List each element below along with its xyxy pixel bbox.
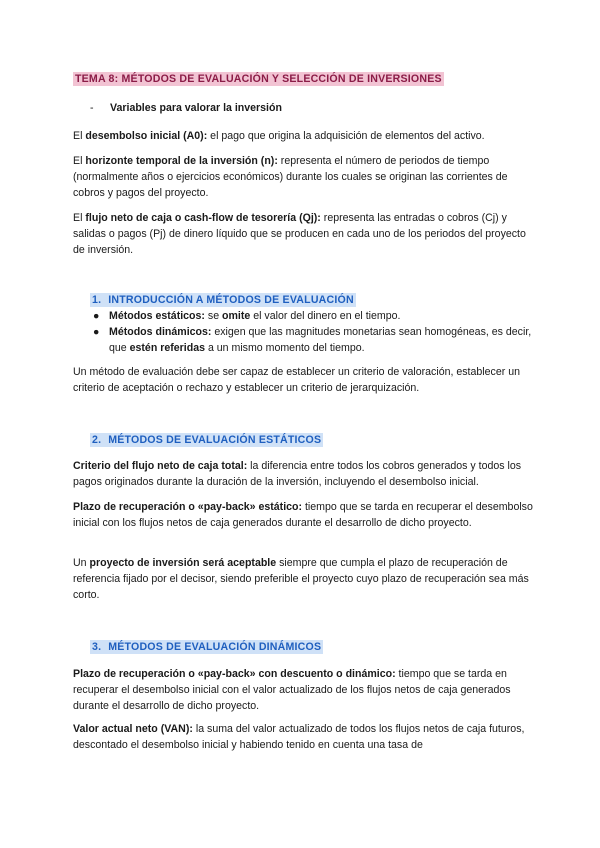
section-title: MÉTODOS DE EVALUACIÓN DINÁMICOS <box>108 641 322 653</box>
section-number: 3. <box>92 641 102 653</box>
section-heading-2 <box>90 432 323 448</box>
text: siempre que cumpla el plazo de recuperación de referencia fijado por el decisor, siendo preferible el proyecto cuyo plazo de recuperación sea más corto. <box>73 557 529 601</box>
text: El <box>73 130 86 142</box>
term: Valor actual neto (VAN): <box>73 723 193 735</box>
text: El <box>73 212 86 224</box>
section-number: 2. <box>92 434 102 446</box>
text: Un <box>73 557 90 569</box>
dash-marker: - <box>90 102 94 114</box>
subheading-text: Variables para valorar la inversión <box>110 102 282 114</box>
term: estén referidas <box>129 342 205 354</box>
text: el pago que origina la adquisición de elementos del activo. <box>207 130 485 142</box>
section-title: MÉTODOS DE EVALUACIÓN ESTÁTICOS <box>108 434 322 446</box>
text: exigen que las magnitudes monetarias sean homogéneas, es decir, que <box>109 326 532 354</box>
paragraph-payback-dinamico <box>73 666 533 714</box>
paragraph-desembolso <box>73 128 533 144</box>
text: representa las entradas o cobros (Cj) y salidas o pagos (Pj) de dinero líquido que se producen en cada uno de los periodos del proyecto de inversión. <box>73 212 526 256</box>
paragraph-payback-estatico <box>73 499 533 531</box>
section-number: 1. <box>92 294 102 306</box>
term: Plazo de recuperación o «pay-back» estático: <box>73 501 303 513</box>
subheading <box>90 100 282 116</box>
paragraph-metodo-evaluacion <box>73 364 533 396</box>
section-heading-3 <box>90 639 323 655</box>
text: representa el número de periodos de tiempo (normalmente años o ejercicios económicos) durante los cuales se originan las corrientes de cobros y pagos del proyecto. <box>73 155 508 199</box>
paragraph-van <box>73 721 533 753</box>
bullet-metodos-estaticos <box>93 308 533 324</box>
text: la suma del valor actualizado de todos los flujos netos de caja futuros, descontado el desembolso inicial y habiendo tenido en cuenta una tasa de <box>73 723 525 751</box>
section-title: INTRODUCCIÓN A MÉTODOS DE EVALUACIÓN <box>108 294 354 306</box>
text: se <box>204 310 223 322</box>
term: horizonte temporal de la inversión (n): <box>85 155 278 167</box>
text: tiempo que se tarda en recuperar el desembolso inicial con el valor actualizado de los flujos netos de caja generados durante el desarrollo de dicho proyecto. <box>73 668 511 712</box>
term: flujo neto de caja o cash-flow de tesorería (Qj): <box>85 212 321 224</box>
text: Un método de evaluación debe ser capaz de establecer un criterio de valoración, establecer un criterio de aceptación o rechazo y establecer un criterio de jerarquización. <box>73 366 520 394</box>
term: Criterio del flujo neto de caja total: <box>73 460 248 472</box>
term: Plazo de recuperación o «pay-back» con descuento o dinámico: <box>73 668 396 680</box>
term: Métodos dinámicos: <box>109 326 212 338</box>
bullet-icon: ● <box>93 326 100 338</box>
term: Métodos estáticos: <box>109 310 205 322</box>
term: omite <box>222 310 251 322</box>
page-title-text: TEMA 8: MÉTODOS DE EVALUACIÓN Y SELECCIÓN DE INVERSIONES <box>75 73 442 85</box>
text: la diferencia entre todos los cobros generados y todos los pagos originados durante la duración de la inversión, incluyendo el desembolso inicial. <box>73 460 522 488</box>
paragraph-proyecto-aceptable <box>73 555 533 603</box>
page-title <box>73 71 533 87</box>
term: desembolso inicial (A0): <box>85 130 208 142</box>
bullet-icon: ● <box>93 310 100 322</box>
text: tiempo que se tarda en recuperar el desembolso inicial con los flujos netos de caja generados durante el desarrollo de dicho proyecto. <box>73 501 533 529</box>
text: a un mismo momento del tiempo. <box>205 342 365 354</box>
paragraph-horizonte <box>73 153 533 201</box>
section-heading-1 <box>90 292 356 308</box>
text: el valor del dinero en el tiempo. <box>250 310 401 322</box>
text: El <box>73 155 86 167</box>
paragraph-flujo-total <box>73 458 533 490</box>
bullet-metodos-dinamicos <box>93 324 533 356</box>
term: proyecto de inversión será aceptable <box>89 557 277 569</box>
paragraph-flujo-neto <box>73 210 533 258</box>
